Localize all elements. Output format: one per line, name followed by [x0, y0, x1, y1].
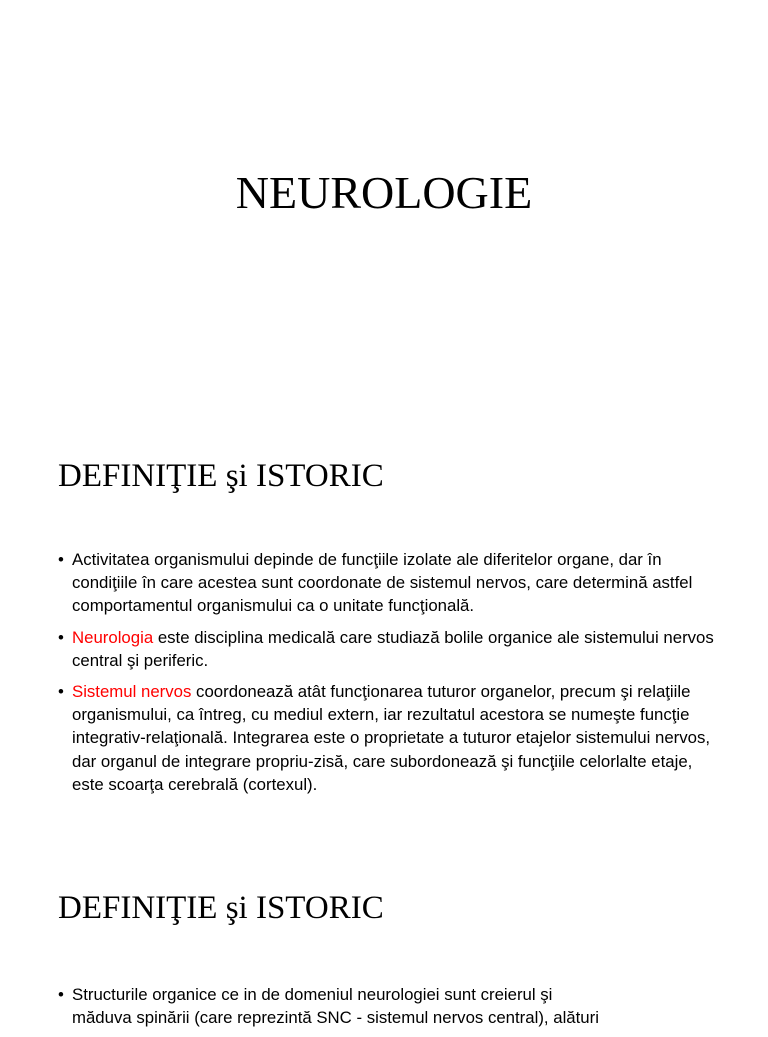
bullet-item — [58, 626, 718, 672]
bullet-text-line: • Structurile organice ce in de domeniul neurologiei sunt creierul şi — [72, 985, 553, 1004]
bullet-text: coordonează atât funcţionarea tuturor organelor, precum şi relaţiile organismului, ca întreg, cu mediul extern, iar rezultatul acestora se numeşte funcţie integrativ-relaţională. Integrarea este o proprietate a tuturor etajelor sistemului nervos, dar organul de integrare propriu-zisă, care subordonează şi funcţiile celorlalte etaje, este scoarţa cerebrală (cortexul). — [72, 682, 711, 794]
highlight-term: Sistemul nervos — [72, 682, 192, 702]
slide-definition — [0, 432, 768, 864]
bullet-item — [58, 548, 718, 618]
section-heading: DEFINIŢIE şi ISTORIC — [58, 890, 384, 926]
bullet-text: Activitatea organismului depinde de funcţiile izolate ale diferitelor organe, dar în condiţiile în care acestea sunt coordonate de sistemul nervos, care determină astfel comportamentul organismului ca o unitate funcţională. — [72, 550, 693, 616]
highlight-term: Neurologia — [72, 627, 154, 647]
bullet-text: este disciplina medicală care studiază bolile organice ale sistemului nervos central şi periferic. — [72, 627, 714, 670]
bullet-item — [58, 983, 758, 1029]
slide-title — [0, 0, 768, 432]
section-heading: DEFINIŢIE şi ISTORIC — [58, 458, 384, 494]
deck-title: NEUROLOGIE — [235, 167, 533, 218]
slide-definition-continued — [0, 864, 768, 1028]
bullet-list — [58, 983, 758, 1037]
bullet-list — [58, 548, 718, 804]
bullet-item — [58, 680, 718, 796]
bullet-text-line: măduva spinării (care reprezintă SNC - sistemul nervos central), alături — [72, 1008, 599, 1028]
